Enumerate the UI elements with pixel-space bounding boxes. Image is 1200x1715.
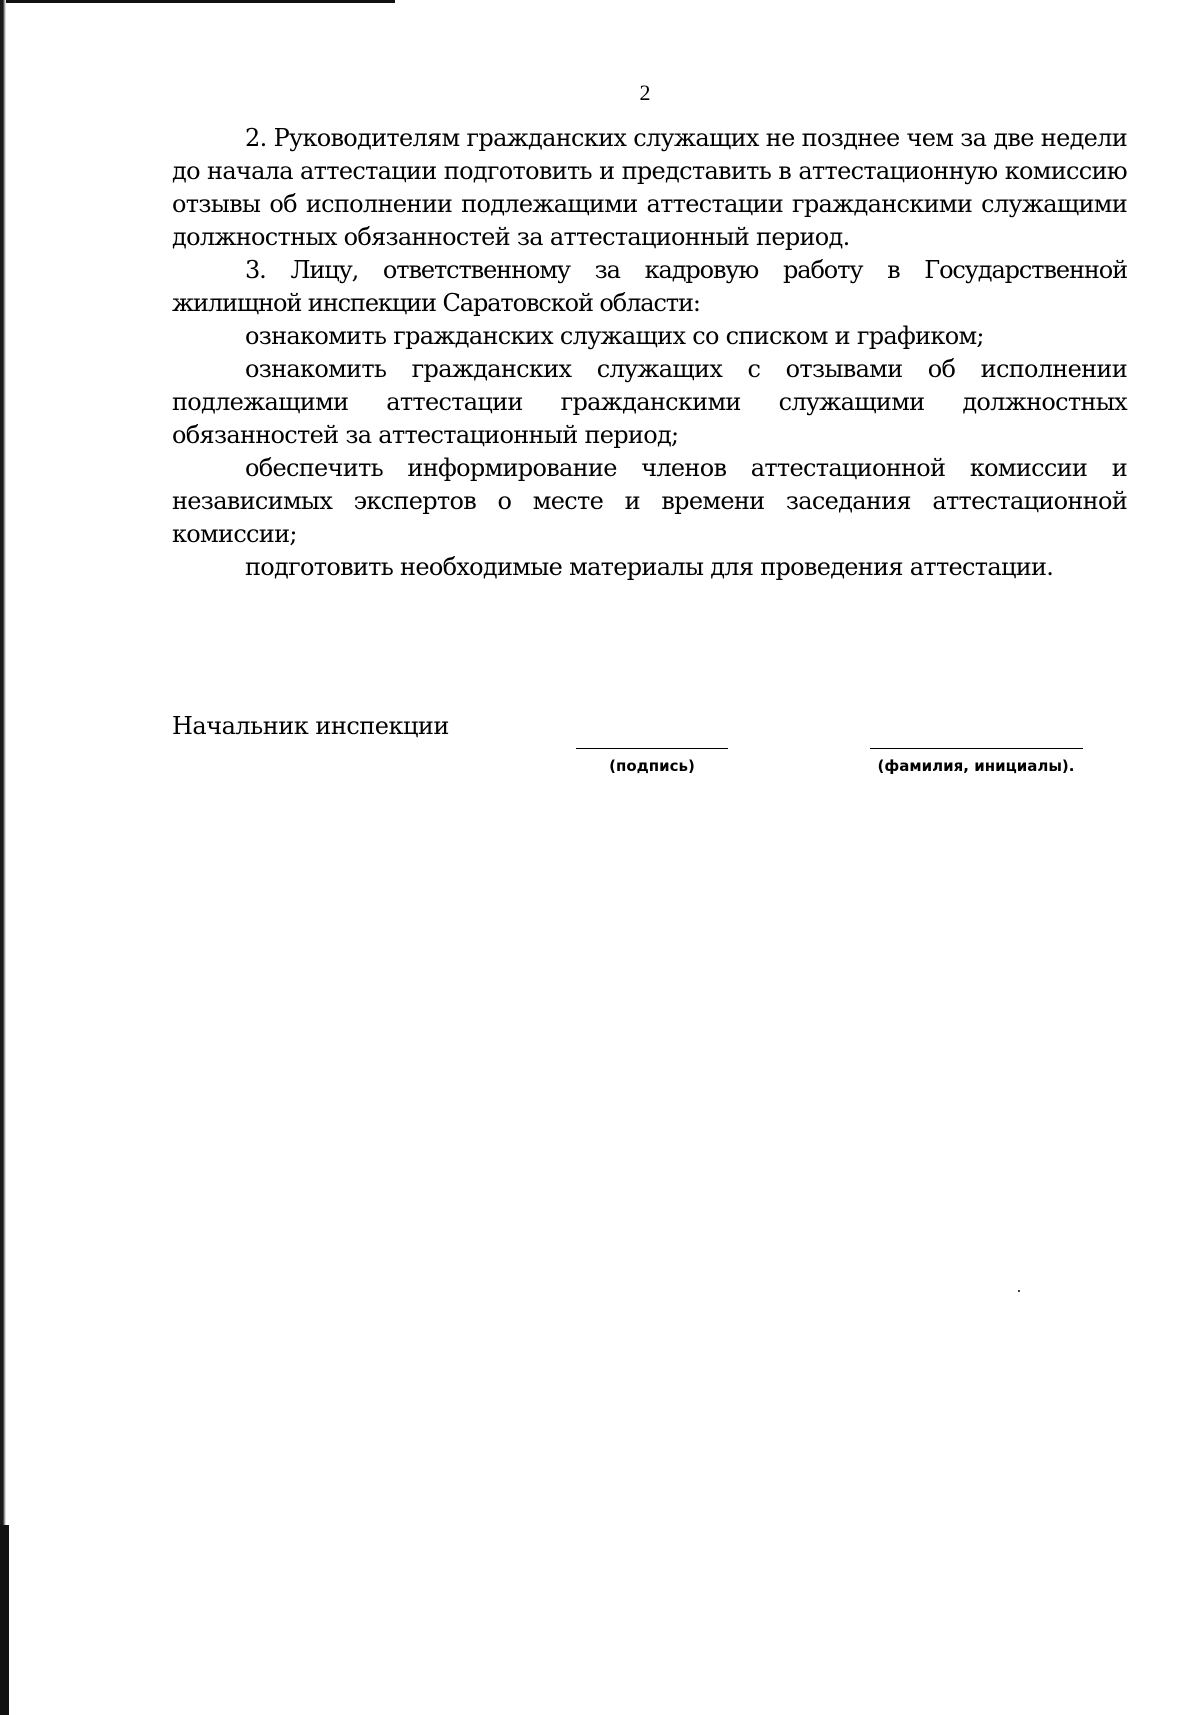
signatory-position: Начальник инспекции: [172, 712, 449, 740]
paragraph-ensure-informing: обеспечить информирование членов аттестационной комиссии и независимых экспертов о месте и времени заседания аттестационной комиссии;: [172, 454, 1127, 548]
document-body: [172, 122, 1127, 584]
scan-edge-top: [0, 0, 395, 3]
paragraph-item-2: 2. Руководителям гражданских служащих не позднее чем за две недели до начала аттестации подготовить и представить в аттестационную комиссию отзывы об исполнении подлежащими аттестации гражданскими служащими должностных обязанностей за аттестационный период.: [172, 124, 1127, 251]
paragraph-familiarize-list: ознакомить гражданских служащих со списком и графиком;: [245, 322, 984, 350]
page-number: 2: [639, 80, 651, 105]
scan-edge-left: [0, 0, 6, 1715]
scan-speck: [1018, 1290, 1020, 1292]
signature-caption: (подпись): [609, 757, 695, 775]
name-caption: (фамилия, инициалы).: [877, 757, 1075, 775]
paragraph-prepare-materials: подготовить необходимые материалы для проведения аттестации.: [245, 553, 1054, 581]
paragraph-familiarize-reviews: ознакомить гражданских служащих с отзывами об исполнении подлежащими аттестации гражданскими служащими должностных обязанностей за аттестационный период;: [172, 355, 1127, 449]
signature-line: [576, 748, 728, 749]
scan-mark-left: [0, 1525, 9, 1715]
name-line: [870, 748, 1083, 749]
paragraph-item-3: 3. Лицу, ответственному за кадровую работу в Государственной жилищной инспекции Саратовской области:: [172, 256, 1127, 317]
